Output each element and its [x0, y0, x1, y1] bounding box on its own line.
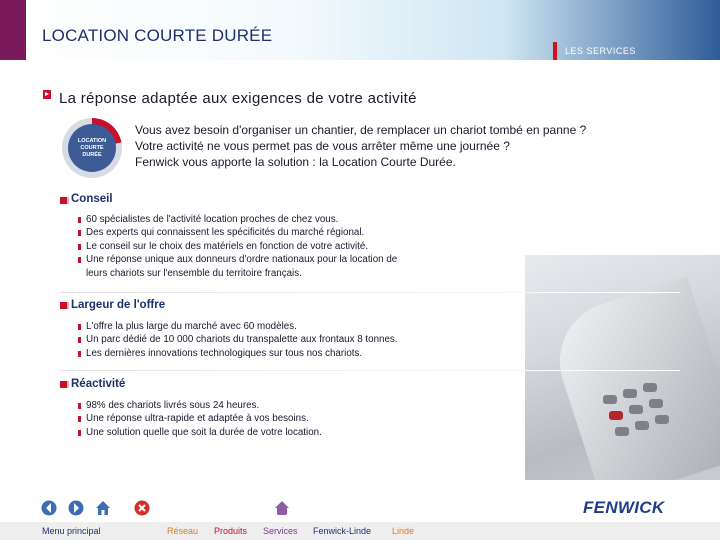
intro-text	[135, 122, 586, 170]
list-item: L'offre la plus large du marché avec 60 modèles.	[78, 320, 398, 333]
list-item: 98% des chariots livrés sous 24 heures.	[78, 399, 322, 412]
footer-link-reseau[interactable]: Réseau	[167, 526, 199, 536]
phone-key-icon	[649, 399, 663, 408]
home-purple-icon[interactable]	[274, 500, 290, 516]
section-list-conseil	[78, 213, 397, 280]
section-square-icon	[60, 381, 69, 388]
main-heading: La réponse adaptée aux exigences de votre activité	[59, 90, 417, 107]
section-title-conseil: Conseil	[71, 193, 113, 205]
phone-key-icon	[623, 389, 637, 398]
header-accent-bar	[0, 0, 26, 60]
forward-arrow-icon[interactable]	[68, 500, 84, 516]
phone-key-icon	[629, 405, 643, 414]
fenwick-logo: FENWICK	[583, 498, 665, 517]
home-icon[interactable]	[95, 500, 111, 516]
badge-line: DURÉE	[82, 151, 102, 158]
section-label: LES SERVICES	[565, 46, 636, 56]
list-item: Les dernières innovations technologiques sur tous nos chariots.	[78, 347, 398, 360]
list-item: Une réponse unique aux donneurs d'ordre nationaux pour la location de leurs chariots sur l'ensemble du territoire français.	[78, 253, 397, 280]
footer-link-services[interactable]: Services	[263, 526, 298, 536]
phone-key-icon	[643, 383, 657, 392]
list-item: Des experts qui connaissent les spécificités du marché régional.	[78, 226, 397, 239]
back-arrow-icon[interactable]	[41, 500, 57, 516]
menu-principal-link[interactable]: Menu principal	[42, 526, 101, 536]
divider	[60, 370, 680, 371]
section-title-reactivite: Réactivité	[71, 378, 126, 390]
section-list-offre	[78, 320, 398, 360]
list-item: 60 spécialistes de l'activité location proches de chez vous.	[78, 213, 397, 226]
footer-link-produits[interactable]: Produits	[214, 526, 248, 536]
intro-line: Vous avez besoin d'organiser un chantier, de remplacer un chariot tombé en panne ?	[135, 123, 587, 137]
list-item: Une solution quelle que soit la durée de votre location.	[78, 426, 322, 439]
phone-key-icon	[609, 411, 623, 420]
section-square-icon	[60, 197, 69, 204]
location-badge	[62, 118, 122, 178]
section-square-icon	[60, 302, 69, 309]
telephone-photo	[525, 255, 720, 480]
section-title-offre: Largeur de l'offre	[71, 299, 166, 311]
badge-line: COURTE	[80, 144, 104, 151]
footer-link-fenwick-linde[interactable]: Fenwick-Linde	[313, 526, 372, 536]
page-title: LOCATION COURTE DURÉE	[42, 26, 273, 45]
arrow-bullet-icon	[43, 90, 51, 99]
intro-line: Votre activité ne vous permet pas de vous arrêter même une journée ?	[135, 139, 510, 153]
footer-link-linde[interactable]: Linde	[392, 526, 415, 536]
intro-line: Fenwick vous apporte la solution : la Location Courte Durée.	[135, 155, 456, 169]
close-icon[interactable]	[134, 500, 150, 516]
list-item: Le conseil sur le choix des matériels en fonction de votre activité.	[78, 240, 397, 253]
section-list-reactivite	[78, 399, 322, 439]
list-item: Un parc dédié de 10 000 chariots du transpalette aux frontaux 8 tonnes.	[78, 333, 398, 346]
phone-key-icon	[615, 427, 629, 436]
divider	[60, 292, 680, 293]
badge-line: LOCATION	[77, 137, 107, 144]
list-item: Une réponse ultra-rapide et adaptée à vos besoins.	[78, 412, 322, 425]
phone-handset	[544, 276, 720, 480]
phone-key-icon	[655, 415, 669, 424]
phone-key-icon	[603, 395, 617, 404]
phone-key-icon	[635, 421, 649, 430]
section-marker	[553, 42, 557, 60]
